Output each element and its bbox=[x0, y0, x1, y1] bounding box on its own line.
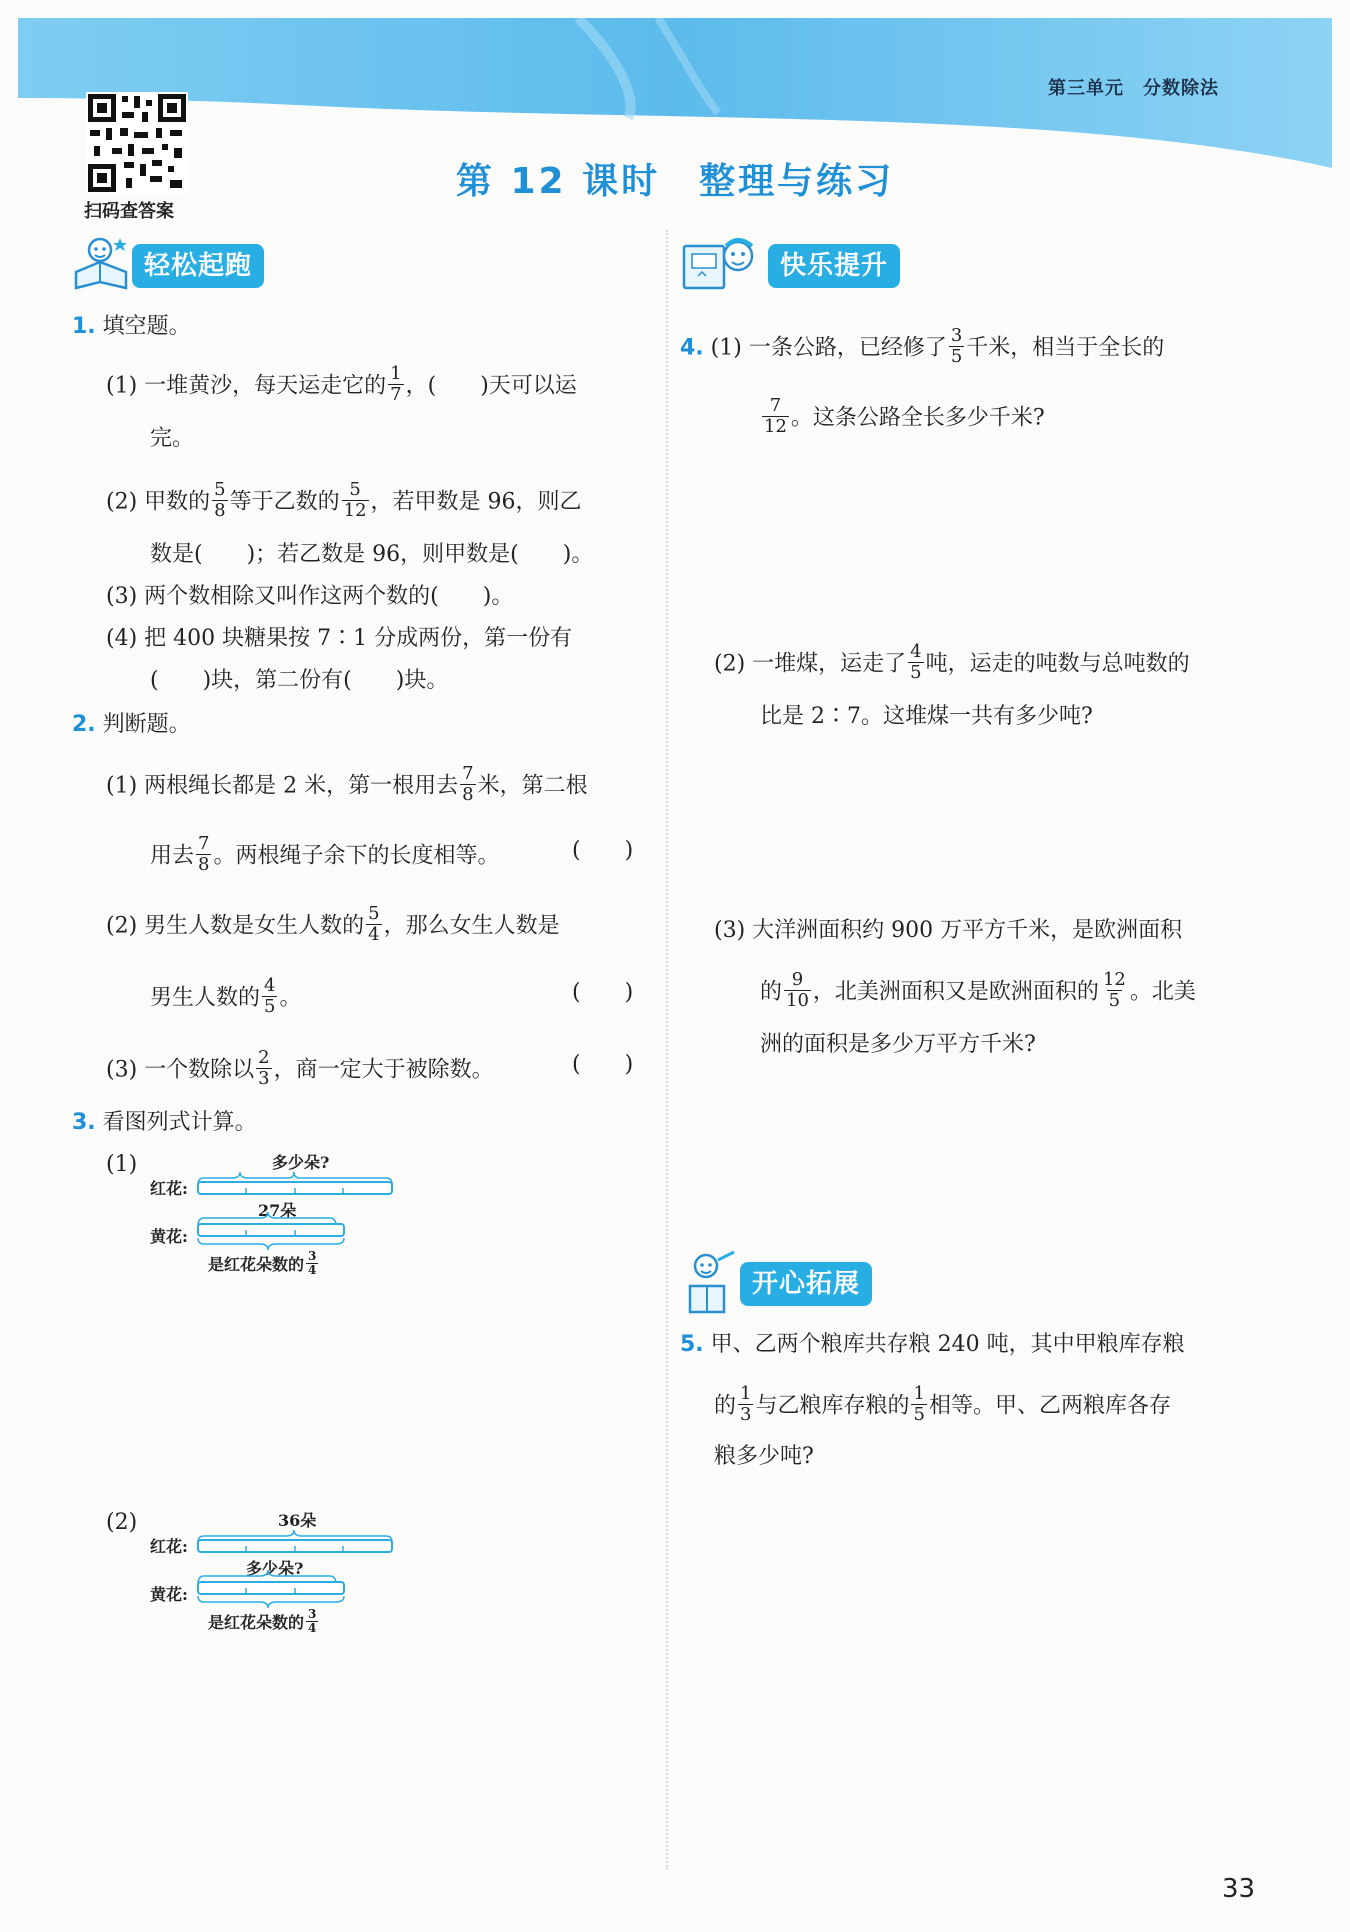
column-divider bbox=[666, 230, 668, 1870]
fraction: $\frac{3}{4}$ bbox=[308, 1249, 317, 1277]
q4-part3-line1: (3) 大洋洲面积约 900 万平方千米，是欧洲面积 bbox=[714, 918, 1183, 943]
fraction: $\frac{3}{4}$ bbox=[308, 1607, 317, 1635]
section-easy bbox=[70, 232, 270, 292]
q5-number: 5. bbox=[680, 1332, 704, 1357]
fraction: $\frac{7}{8}$ bbox=[462, 763, 474, 805]
line-diagram-1 bbox=[190, 1168, 410, 1256]
q2-part3-judge[interactable]: ( ) bbox=[572, 1052, 634, 1077]
q2-part2-judge[interactable]: ( ) bbox=[572, 980, 634, 1005]
lesson-title: 第 12 课时 整理与练习 bbox=[455, 161, 895, 202]
line-diagram-2 bbox=[190, 1526, 410, 1614]
diagram1-yellow-label: 黄花: bbox=[150, 1227, 188, 1246]
q1-part4-line2: ( )块，第二份有( )块。 bbox=[150, 668, 449, 693]
diagram2-note: 是红花朵数的 $\frac{3}{4}$ bbox=[208, 1607, 317, 1635]
diagram1-note: 是红花朵数的 $\frac{3}{4}$ bbox=[208, 1249, 317, 1277]
fraction: $\frac{5}{4}$ bbox=[368, 903, 380, 945]
q1-part2-line2: 数是( )；若乙数是 96，则甲数是( )。 bbox=[150, 542, 594, 567]
fraction: $\frac{7}{12}$ bbox=[764, 395, 787, 437]
fraction: $\frac{1}{7}$ bbox=[390, 363, 402, 405]
q4-part1-line1: 4. (1) 一条公路，已经修了 $\frac{3}{5}$ 千米，相当于全长的 bbox=[680, 325, 1165, 367]
q2-part3: (3) 一个数除以 $\frac{2}{3}$ ，商一定大于被除数。 bbox=[106, 1047, 494, 1089]
q3-part1-label: (1) bbox=[106, 1152, 138, 1177]
q1-title-text: 填空题。 bbox=[102, 314, 191, 339]
page-number: 33 bbox=[1222, 1874, 1256, 1904]
fraction: $\frac{7}{8}$ bbox=[198, 833, 210, 875]
q1-part4-line1: (4) 把 400 块糖果按 7∶1 分成两份，第一份有 bbox=[106, 626, 573, 651]
q1-part1-line2: 完。 bbox=[150, 426, 195, 451]
q3-number: 3. bbox=[72, 1110, 96, 1135]
diagram2-mid-label: 多少朵? bbox=[246, 1559, 304, 1578]
section-extend-label: 开心拓展 bbox=[740, 1262, 872, 1306]
fraction: $\frac{4}{5}$ bbox=[264, 975, 276, 1017]
section-improve bbox=[680, 232, 920, 292]
fraction: $\frac{9}{10}$ bbox=[786, 969, 809, 1011]
q3-part2-label: (2) bbox=[106, 1510, 138, 1535]
q2-part2-line2: 男生人数的 $\frac{4}{5}$ 。 bbox=[150, 975, 302, 1017]
q4-number: 4. bbox=[680, 335, 704, 361]
q2-title: 2. 判断题。 bbox=[72, 712, 191, 737]
fraction: $\frac{3}{5}$ bbox=[950, 325, 963, 367]
unit-label: 第三单元 分数除法 bbox=[1048, 78, 1219, 99]
section-easy-label: 轻松起跑 bbox=[132, 244, 264, 288]
fraction: $\frac{12}{5}$ bbox=[1102, 969, 1126, 1011]
diagram2-red-label: 红花: bbox=[150, 1537, 188, 1556]
diagram1-top-label: 多少朵? bbox=[272, 1153, 330, 1172]
fraction: $\frac{1}{5}$ bbox=[913, 1383, 925, 1425]
mascot-board-icon bbox=[680, 232, 760, 296]
q4-part2-line1: (2) 一堆煤，运走了 $\frac{4}{5}$ 吨，运走的吨数与总吨数的 bbox=[714, 641, 1190, 683]
q1-number: 1. bbox=[72, 314, 96, 339]
q5-line1: 5. 甲、乙两个粮库共存粮 240 吨，其中甲粮库存粮 bbox=[680, 1332, 1185, 1357]
q4-part1-line2: $\frac{7}{12}$ 。这条公路全长多少千米? bbox=[764, 395, 1045, 437]
fraction: $\frac{2}{3}$ bbox=[258, 1047, 270, 1089]
diagram2-top-label: 36朵 bbox=[278, 1511, 317, 1530]
section-extend bbox=[680, 1250, 900, 1310]
mascot-reading-icon bbox=[70, 232, 134, 296]
q2-part1-line1: (1) 两根绳长都是 2 米，第一根用去 $\frac{7}{8}$ 米，第二根 bbox=[106, 763, 588, 805]
q3-title: 3. 看图列式计算。 bbox=[72, 1110, 257, 1135]
diagram2-yellow-label: 黄花: bbox=[150, 1585, 188, 1604]
q2-part1-judge[interactable]: ( ) bbox=[572, 838, 634, 863]
fraction: $\frac{4}{5}$ bbox=[910, 641, 922, 683]
qr-caption: 扫码查答案 bbox=[84, 201, 174, 222]
fraction: $\frac{5}{8}$ bbox=[214, 479, 226, 521]
diagram1-red-label: 红花: bbox=[150, 1179, 188, 1198]
q1-part1-line1: (1) 一堆黄沙，每天运走它的 $\frac{1}{7}$ ，( )天可以运 bbox=[106, 363, 577, 405]
q4-part3-line2: 的 $\frac{9}{10}$ ，北美洲面积又是欧洲面积的 $\frac{12}{5}$ 。北美 bbox=[760, 969, 1196, 1011]
q4-part2-line2: 比是 2∶7。这堆煤一共有多少吨? bbox=[760, 704, 1093, 729]
q4-part3-line3: 洲的面积是多少万平方千米? bbox=[760, 1032, 1036, 1057]
q1-part2-line1: (2) 甲数的 $\frac{5}{8}$ 等于乙数的 $\frac{5}{12}$ ，若甲数是 96，则乙 bbox=[106, 479, 582, 521]
q2-number: 2. bbox=[72, 712, 96, 737]
q1-part3: (3) 两个数相除又叫作这两个数的( )。 bbox=[106, 584, 514, 609]
fraction: $\frac{5}{12}$ bbox=[343, 479, 367, 521]
q1-title bbox=[72, 312, 191, 342]
q5-line3: 粮多少吨? bbox=[714, 1444, 814, 1469]
q2-part2-line1: (2) 男生人数是女生人数的 $\frac{5}{4}$ ，那么女生人数是 bbox=[106, 903, 560, 945]
q2-part1-line2: 用去 $\frac{7}{8}$ 。两根绳子余下的长度相等。 bbox=[150, 833, 500, 875]
fraction: $\frac{1}{3}$ bbox=[740, 1383, 752, 1425]
mascot-gift-icon bbox=[680, 1250, 744, 1318]
section-improve-label: 快乐提升 bbox=[768, 244, 900, 288]
q5-line2: 的 $\frac{1}{3}$ 与乙粮库存粮的 $\frac{1}{5}$ 相等。甲、乙两粮库各存 bbox=[714, 1383, 1171, 1425]
diagram1-mid-label: 27朵 bbox=[258, 1201, 297, 1220]
